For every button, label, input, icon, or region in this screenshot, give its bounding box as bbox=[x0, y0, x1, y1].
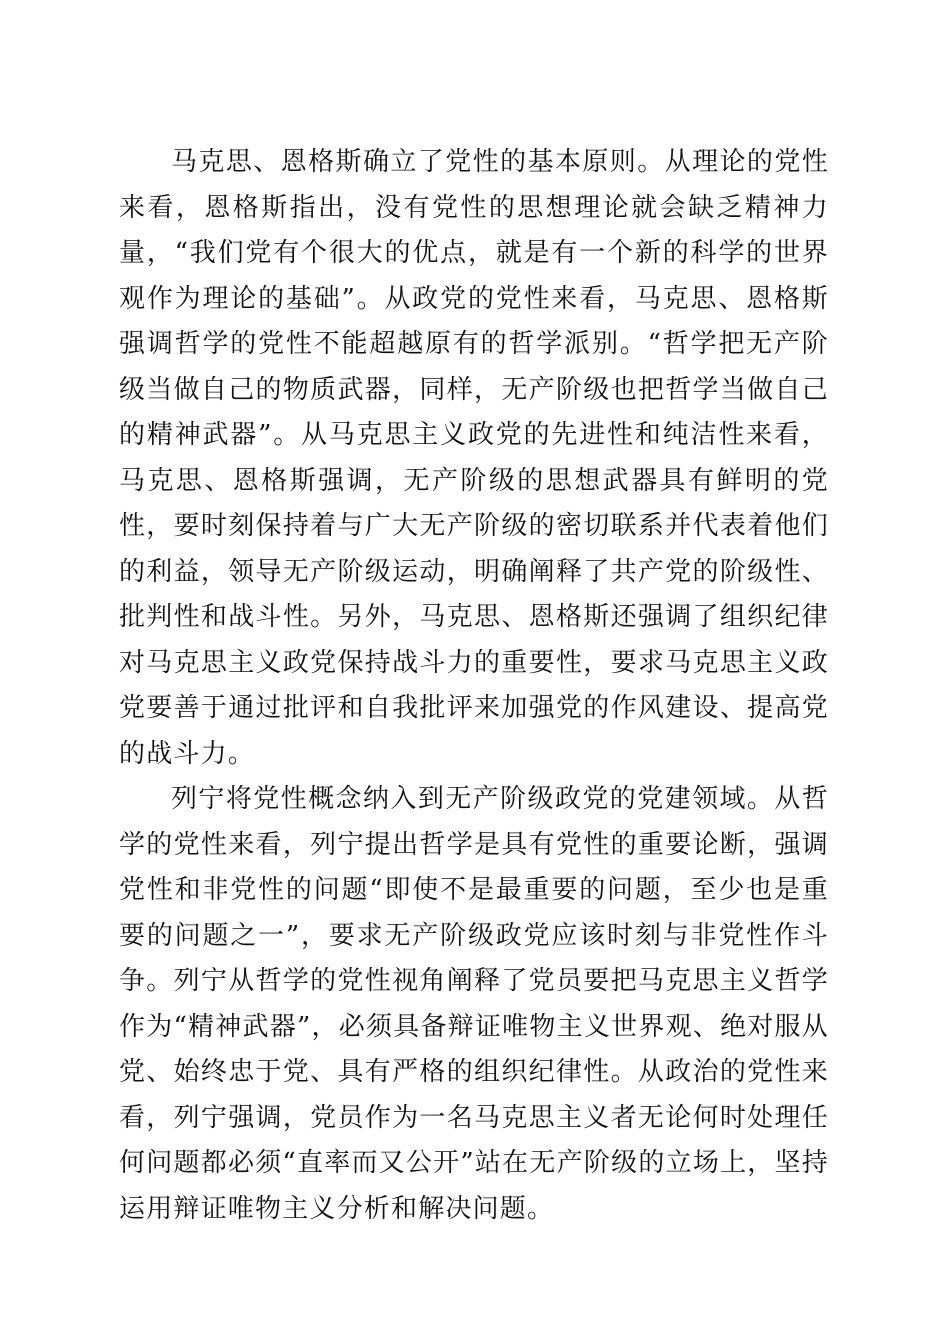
paragraph-lenin: 列宁将党性概念纳入到无产阶级政党的党建领域。从哲学的党性来看，列宁提出哲学是具有党性的重要论断，强调党性和非党性的问题“即使不是最重要的问题，至少也是重要的问题之一”，要求无产阶级政党应该时刻与非党性作斗争。列宁从哲学的党性视角阐释了党员要把马克思主义哲学作为“精神武器”，必须具备辩证唯物主义世界观、绝对服从党、始终忠于党、具有严格的组织纪律性。从政治的党性来看，列宁强调，党员作为一名马克思主义者无论何时处理任何问题都必须“直率而又公开”站在无产阶级的立场上，坚持运用辩证唯物主义分析和解决问题。 bbox=[119, 784, 829, 1224]
paragraph-marx-engels: 马克思、恩格斯确立了党性的基本原则。从理论的党性来看，恩格斯指出，没有党性的思想理论就会缺乏精神力量，“我们党有个很大的优点，就是有一个新的科学的世界观作为理论的基础”。从政党的党性来看，马克思、恩格斯强调哲学的党性不能超越原有的哲学派别。“哲学把无产阶级当做自己的物质武器，同样，无产阶级也把哲学当做自己的精神武器”。从马克思主义政党的先进性和纯洁性来看，马克思、恩格斯强调，无产阶级的思想武器具有鲜明的党性，要时刻保持着与广大无产阶级的密切联系并代表着他们的利益，领导无产阶级运动，明确阐释了共产党的阶级性、批判性和战斗性。另外，马克思、恩格斯还强调了组织纪律对马克思主义政党保持战斗力的重要性，要求马克思主义政党要善于通过批评和自我批评来加强党的作风建设、提高党的战斗力。 bbox=[119, 147, 829, 769]
document-body bbox=[119, 140, 829, 1232]
